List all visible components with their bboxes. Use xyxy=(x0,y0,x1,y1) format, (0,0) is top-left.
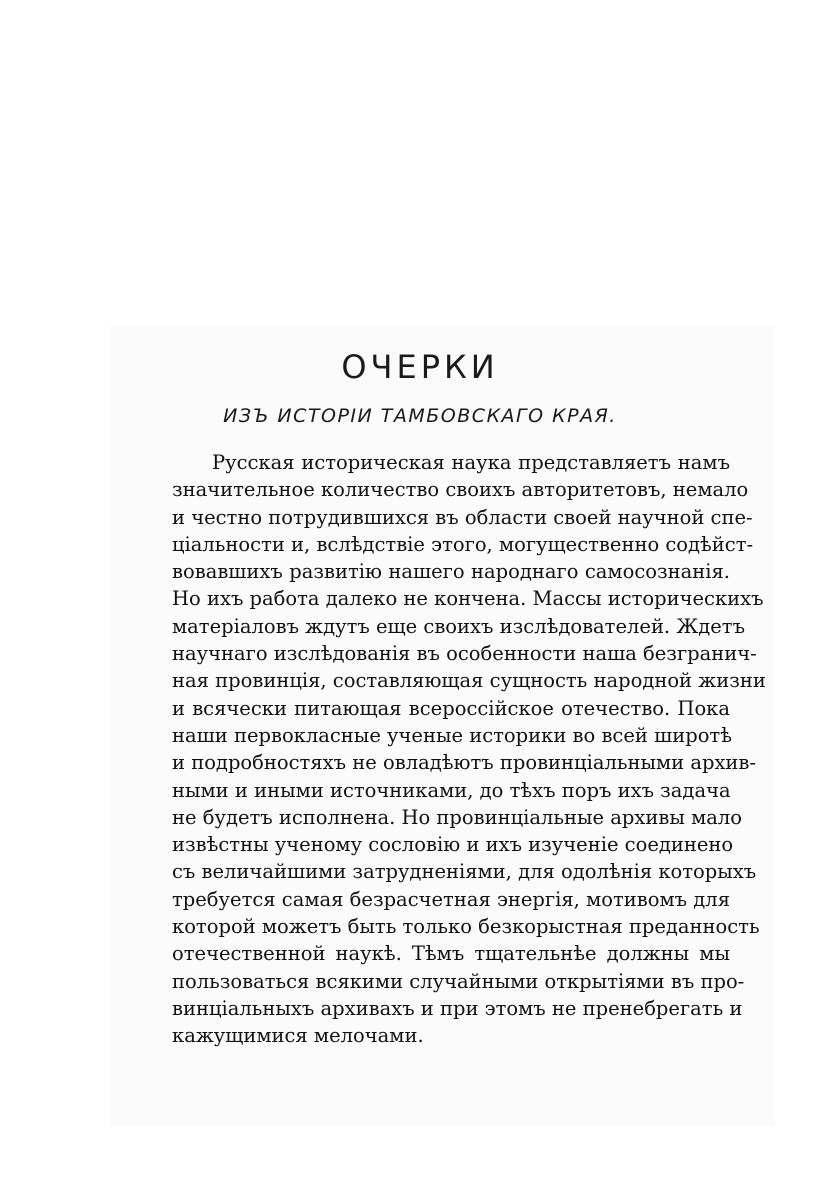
page-title: ОЧЕРКИ xyxy=(341,348,499,386)
text-line: требуется самая безрасчетная энергія, мотивомъ для xyxy=(172,887,730,911)
text-line: значительное количество своихъ авторитетовъ, немало xyxy=(172,478,749,502)
text-line: наши первокласные ученые историки во всей широтѣ xyxy=(172,723,732,747)
text-line: ціальности и, вслѣдствіе этого, могущественно содѣйст- xyxy=(172,532,754,556)
text-line: Русская историческая наука представляетъ намъ xyxy=(212,451,730,474)
text-line: и всячески питающая всероссійское отечество. Пока xyxy=(172,696,730,720)
text-line: ными и иными источниками, до тѣхъ поръ ихъ задача xyxy=(172,778,731,802)
text-line: и честно потрудившихся въ области своей научной спе- xyxy=(172,505,753,529)
body-paragraph xyxy=(172,449,766,1050)
text-line: съ величайшими затрудненіями, для одолѣнія которыхъ xyxy=(172,860,757,884)
text-line: винціальныхъ архивахъ и при этомъ не пренебрегать и xyxy=(172,996,743,1020)
text-line: Но ихъ работа далеко не кончена. Массы историческихъ xyxy=(172,587,764,611)
text-line: вовавшихъ развитію нашего народнаго самосознанія. xyxy=(172,560,730,584)
text-line: которой можетъ быть только безкорыстная преданность xyxy=(172,915,760,939)
text-line: научнаго изслѣдованія въ особенности наша безгранич- xyxy=(172,642,757,666)
text-line: отечественной наукѣ. Тѣмъ тщательнѣе должны мы xyxy=(172,942,730,966)
text-line: матеріаловъ ждутъ еще своихъ изслѣдователей. Ждетъ xyxy=(172,614,745,638)
text-line: кажущимися мелочами. xyxy=(172,1024,424,1048)
text-line: и подробностяхъ не овладѣютъ провинціальными архив- xyxy=(172,751,757,775)
page-subtitle: ИЗЪ ИСТОРІИ ТАМБОВСКАГО КРАЯ. xyxy=(223,405,617,427)
text-line: не будетъ исполнена. Но провинціальные архивы мало xyxy=(172,805,743,829)
text-line: пользоваться всякими случайными открытіями въ про- xyxy=(172,969,745,993)
text-line: ная провинція, составляющая сущность народной жизни xyxy=(172,669,766,693)
text-line: извѣстны ученому сословію и ихъ изученіе соединено xyxy=(172,833,734,857)
